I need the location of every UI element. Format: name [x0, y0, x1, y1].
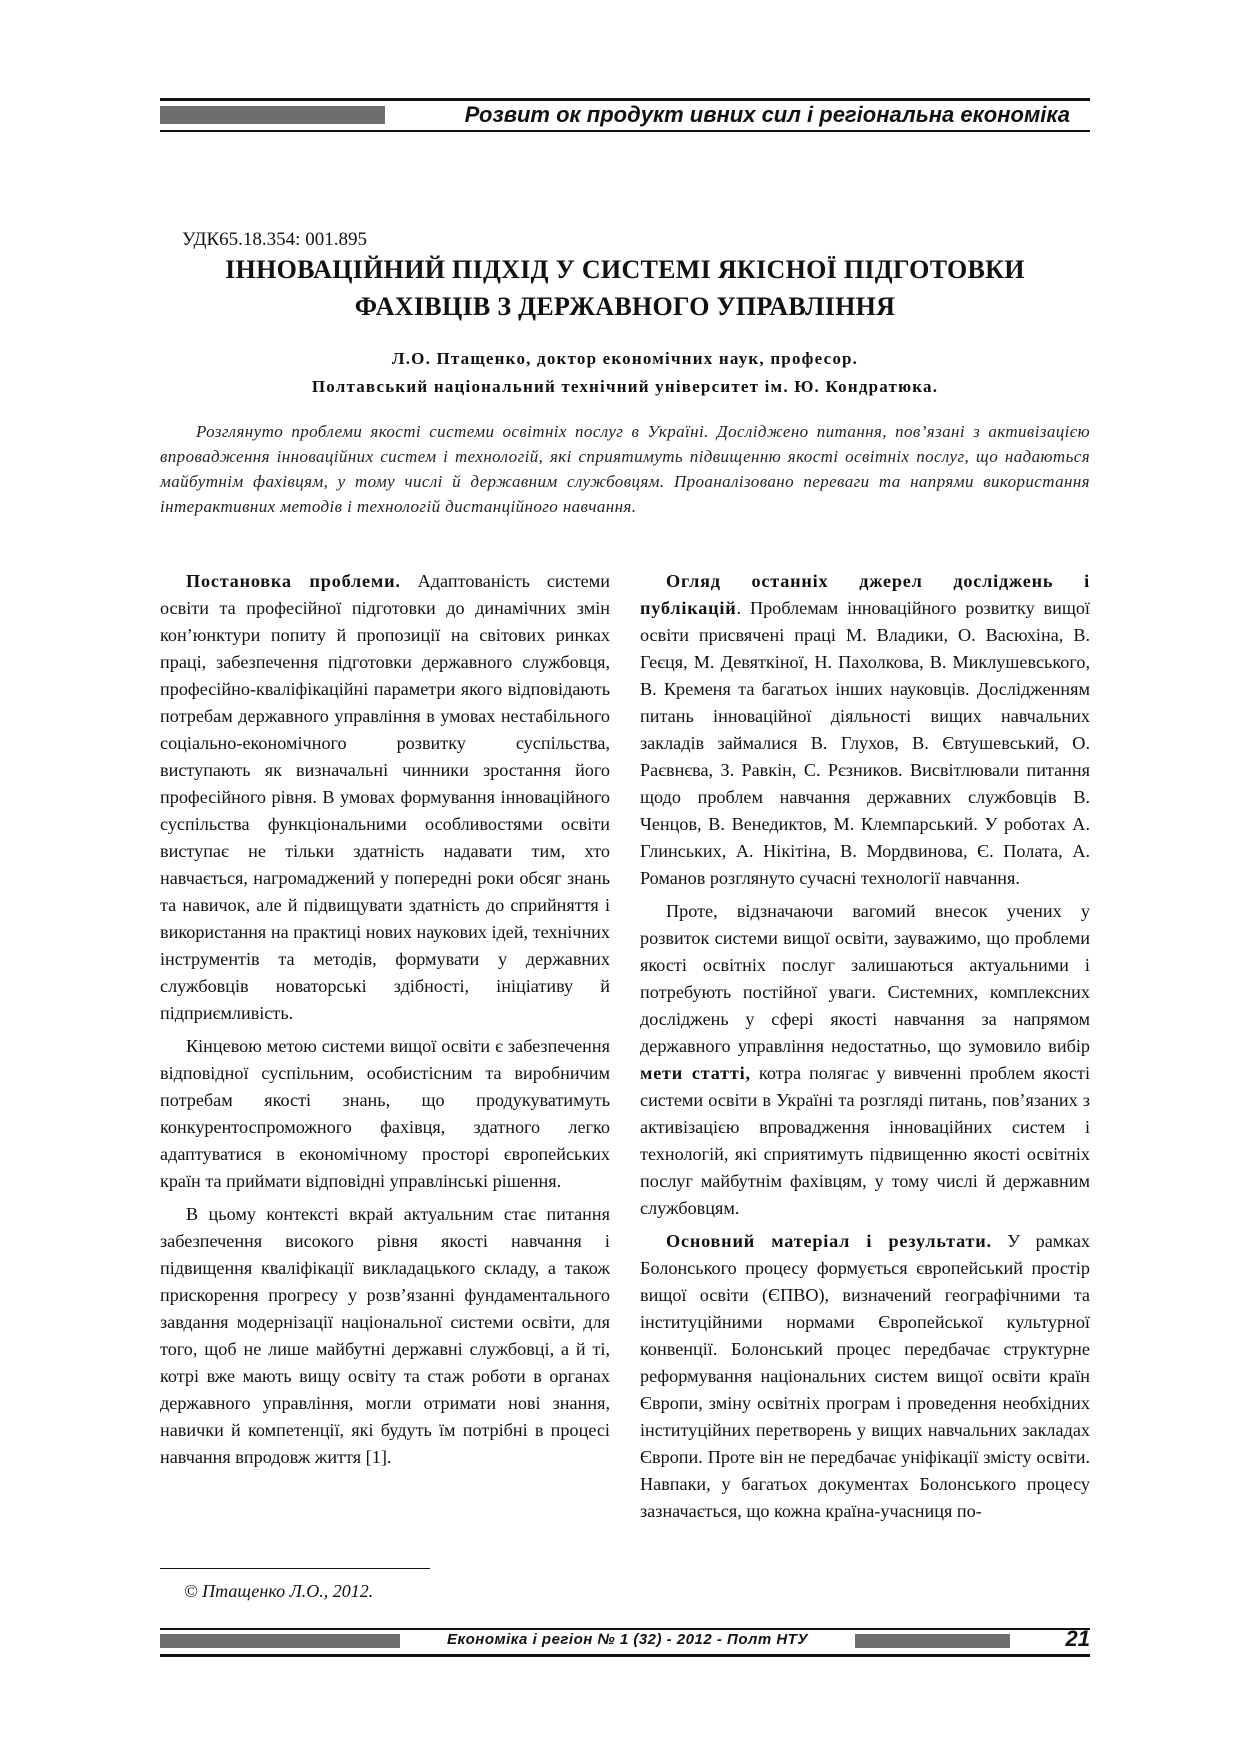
- udk-code: УДК65.18.354: 001.895: [182, 229, 367, 250]
- article-title: [160, 251, 1090, 325]
- paragraph-goal: Кінцевою метою системи вищої освіти є забезпечення відповідної суспільним, особистісним та виробничим потребам якості знань, що продукуватимуть конкурентоспроможного фахівця, здатного легко адаптуватися в економічному просторі європейських країн та приймати відповідні управлінські рішення.: [160, 1036, 610, 1191]
- paragraph-text: котра полягає у вивченні проблем якості системи освіти в Україні та розгляді питань, пов’язаних з активізацією впровадження інноваційних систем і технологій, які сприятимуть підвищенню якості освітніх послуг майбутнім фахівцям, у тому числі й державним службовцям.: [640, 1063, 1091, 1218]
- paragraph-main-material: [640, 1228, 1090, 1525]
- section-heading: Основний матеріал і результати.: [666, 1231, 992, 1251]
- running-header-title: Розвит ок продукт ивних сил і регіональна економіка: [464, 102, 1070, 127]
- author-line: Л.О. Птащенко, доктор економічних наук, професор.: [391, 349, 859, 368]
- section-heading: Постановка проблеми.: [186, 571, 401, 591]
- page-number: 21: [1065, 1626, 1090, 1651]
- footer-gray-bar-left: [160, 1634, 400, 1648]
- article-title-line-2: ФАХІВЦІВ З ДЕРЖАВНОГО УПРАВЛІННЯ: [354, 292, 896, 321]
- paragraph-literature-review: [640, 568, 1090, 892]
- paragraph-text: У рамках Болонського процесу формується європейський простір вищої освіти (ЄПВО), визначений географічними та інституційними нормами Європейської культурної конвенції. Болонський процес передбачає структурне реформування національних систем вищої освіти країн Європи, зміну освітніх програм і проведення необхідних інституційних перетворень у вищих навчальних закладах Європи. Проте він не передбачає уніфікації змісту освіти. Навпаки, у багатьох документах Болонського процесу зазначається, що кожна країна-учасниця по-: [640, 1231, 1091, 1521]
- paragraph-article-aim: [640, 898, 1090, 1222]
- right-column: [640, 568, 1090, 1531]
- header-gray-bar: [160, 106, 385, 124]
- left-column: [160, 568, 610, 1477]
- paragraph-text: Адаптованість системи освіти та професійної підготовки до динамічних змін кон’юнктури попиту й пропозиції на світових ринках праці, забезпечення підготовки державного службовця, професійно-кваліфікаційні параметри якого відповідають потребам державного управління в умовах нестабільного соціально-економічного розвитку суспільства, виступають як визначальні чинники зростання його професійного рівня. В умовах формування інноваційного суспільства функціональними особливостями освіти виступає не тільки здатність надавати тим, хто навчається, нагромаджений у попередні роки обсяг знань та навичок, але й підвищувати здатність до сприйняття і використання на практиці нових наукових ідей, технічних інструментів та методів, формувати у державних службовців новаторські здібності, ініціативу й підприємливість.: [160, 571, 611, 1023]
- footnote-rule: [160, 1568, 430, 1569]
- section-heading: Огляд останніх джерел досліджень і публікацій: [640, 571, 1090, 618]
- footer-gray-bar-right: [855, 1634, 1010, 1648]
- paragraph-text: . Проблемам інноваційного розвитку вищої освіти присвячені праці М. Владики, О. Васюхіна, В. Геєця, М. Девяткіної, Н. Пахолкова, В. Миклушевського, В. Кременя та багатьох інших науковців. Дослідженням питань інноваційної діяльності вищих навчальних закладів займалися В. Глухов, В. Євтушевський, О. Раєвнєва, З. Равкін, С. Рєзников. Висвітлювали питання щодо проблем навчання державних службовців В. Ченцов, В. Венедиктов, М. Клемпарський. У роботах А. Глинських, А. Нікітіна, В. Мордвинова, Є. Полата, А. Романов розглянуто сучасні технології навчання.: [640, 598, 1090, 888]
- affiliation-line: Полтавський національний технічний університет ім. Ю. Кондратюка.: [311, 377, 939, 396]
- copyright-note: © Птащенко Л.О., 2012.: [184, 1581, 374, 1601]
- footer-bottom-rule: [160, 1654, 1090, 1657]
- paragraph-text: Проте, відзначаючи вагомий внесок учених у розвиток системи вищої освіти, зауважимо, що проблеми якості освітніх послуг залишаються актуальними і потребують постійної уваги. Системних, комплексних досліджень у сфері якості навчання за напрямом державного управління недостатньо, що зумовило вибір: [640, 901, 1090, 1056]
- inline-bold-term: мети статті,: [640, 1063, 751, 1083]
- author-block: [160, 345, 1090, 401]
- paragraph-context: В цьому контексті вкрай актуальним стає питання забезпечення високого рівня якості навчання і підвищення кваліфікації викладацького складу, а також прискорення прогресу у розв’язанні фундаментального завдання модернізації національної системи освіти, для того, щоб не лише майбутні державні службовці, а й ті, котрі вже мають вищу освіту та стаж роботи в органах державного управління, могли отримати нові знання, навички й компетенції, які будуть їм потрібні в процесі навчання впродовж життя [1].: [160, 1204, 610, 1467]
- article-title-line-1: ІННОВАЦІЙНИЙ ПІДХІД У СИСТЕМІ ЯКІСНОЇ ПІДГОТОВКИ: [225, 255, 1025, 284]
- paragraph-problem-statement: [160, 568, 610, 1027]
- footer-journal-info: Економіка і регіон № 1 (32) - 2012 - Полт НТУ: [447, 1631, 808, 1648]
- header-bottom-rule: [160, 130, 1090, 132]
- abstract: Розглянуто проблеми якості системи освітніх послуг в Україні. Досліджено питання, пов’язані з активізацією впровадження інноваційних систем і технологій, які сприятимуть підвищенню якості освітніх послуг, що надаються майбутнім фахівцям, у тому числі й державним службовцям. Проаналізовано переваги та напрями використання інтерактивних методів і технологій дистанційного навчання.: [160, 422, 1090, 516]
